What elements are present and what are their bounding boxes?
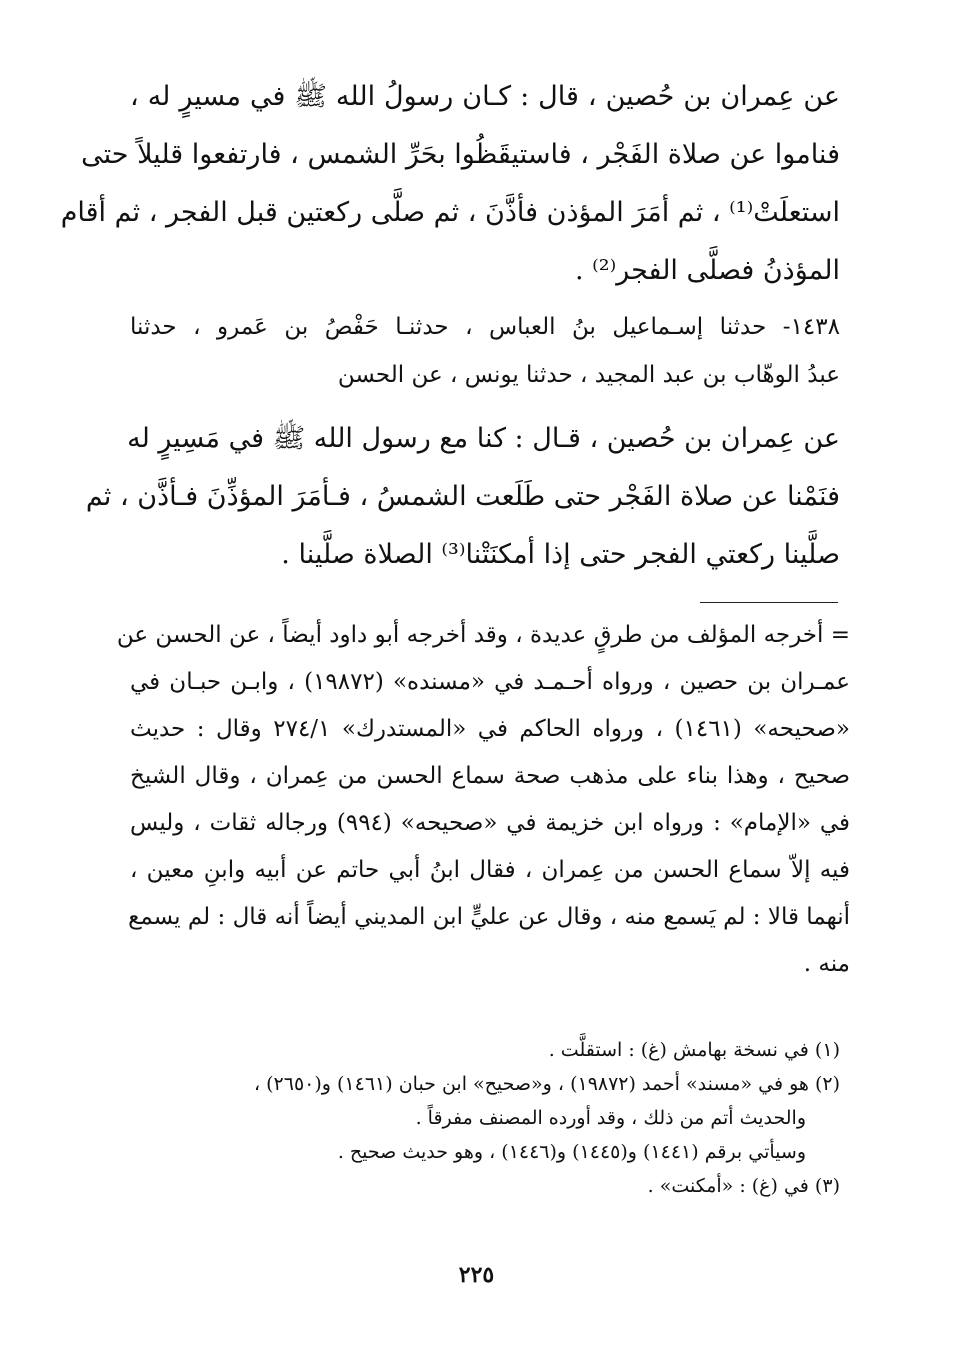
paragraph-1 bbox=[60, 68, 840, 300]
text-line: منه . bbox=[803, 951, 850, 977]
text-line: أنهما قالا : لم يَسمع منه ، وقال عن عليٍّ ابن المديني أيضاً أنه قال : لم يسمع bbox=[128, 904, 850, 930]
text-line: صلَّينا ركعتي الفجر حتى إذا أمكنَتْنا⁽³⁾ الصلاة صلَّينا . bbox=[281, 539, 840, 570]
text-line: فناموا عن صلاة الفَجْر ، فاستيقَظُوا بحَرِّ الشمس ، فارتفعوا قليلاً حتى bbox=[81, 139, 840, 170]
text-line: فنَمْنا عن صلاة الفَجْر حتى طَلَعت الشمسُ ، فـأمَرَ المؤذِّنَ فـأذَّن ، ثم bbox=[85, 481, 840, 512]
footnotes bbox=[130, 1033, 840, 1203]
text-line: عبدُ الوهّاب بن عبد المجيد ، حدثنا يونس ، عن الحسن bbox=[337, 362, 840, 388]
footnote-2-continued: وسيأتي برقم (١٤٤١) و(١٤٤٥) و(١٤٤٦) ، وهو حديث صحيح . bbox=[337, 1141, 806, 1163]
footnote-1: (١) في نسخة بهامش (غ) : استقلَّت . bbox=[548, 1039, 840, 1061]
text-line: = أخرجه المؤلف من طرقٍ عديدة ، وقد أخرجه أبو داود أيضاً ، عن الحسن عن bbox=[116, 622, 850, 648]
paragraph-2 bbox=[85, 410, 840, 584]
footnote-2: (٢) هو في «مسند» أحمد (١٩٨٧٢) ، و«صحيح» ابن حبان (١٤٦١) و(٢٦٥٠) ، bbox=[253, 1073, 840, 1095]
footnote-3: (٣) في (غ) : «أمكنت» . bbox=[647, 1175, 840, 1197]
text-line: صحيح ، وهذا بناء على مذهب صحة سماع الحسن من عِمران ، وقال الشيخ bbox=[130, 763, 850, 789]
continued-note bbox=[116, 612, 851, 988]
text-line: ١٤٣٨- حدثنا إسـماعيل بنُ العباس ، حدثنـا حَفْصُ بن عَمرو ، حدثنا bbox=[130, 314, 840, 340]
text-line: «صحيحه» (١٤٦١) ، ورواه الحاكم في «المستدرك» ٢٧٤/١ وقال : حديث bbox=[130, 716, 850, 742]
text-line: عمـران بن حصين ، ورواه أحـمـد في «مسنده» (١٩٨٧٢) ، وابـن حبـان في bbox=[130, 669, 851, 695]
text-line: فيه إلاّ سماع الحسن من عِمران ، فقال ابنُ أبي حاتم عن أبيه وابنِ معين ، bbox=[130, 857, 850, 883]
text-line: استعلَتْ⁽¹⁾ ، ثم أمَرَ المؤذن فأذَّنَ ، ثم صلَّى ركعتين قبل الفجر ، ثم أقام bbox=[60, 197, 840, 228]
footnote-2-continued: والحديث أتم من ذلك ، وقد أورده المصنف مفرقاً . bbox=[415, 1107, 806, 1129]
text-line: المؤذنُ فصلَّى الفجر⁽²⁾ . bbox=[574, 255, 840, 286]
footnote-separator bbox=[700, 602, 838, 603]
text-line: عن عِمران بن حُصين ، قال : كـان رسولُ الله ﷺ في مسيرٍ له ، bbox=[130, 81, 840, 112]
text-line: في «الإمام» : ورواه ابن خزيمة في «صحيحه» (٩٩٤) ورجاله ثقات ، وليس bbox=[130, 810, 850, 836]
page-number: ٢٢٥ bbox=[458, 1262, 495, 1288]
hadith-1438-chain bbox=[130, 303, 840, 399]
text-line: عن عِمران بن حُصين ، قـال : كنا مع رسول الله ﷺ في مَسِيرٍ له bbox=[127, 423, 840, 454]
